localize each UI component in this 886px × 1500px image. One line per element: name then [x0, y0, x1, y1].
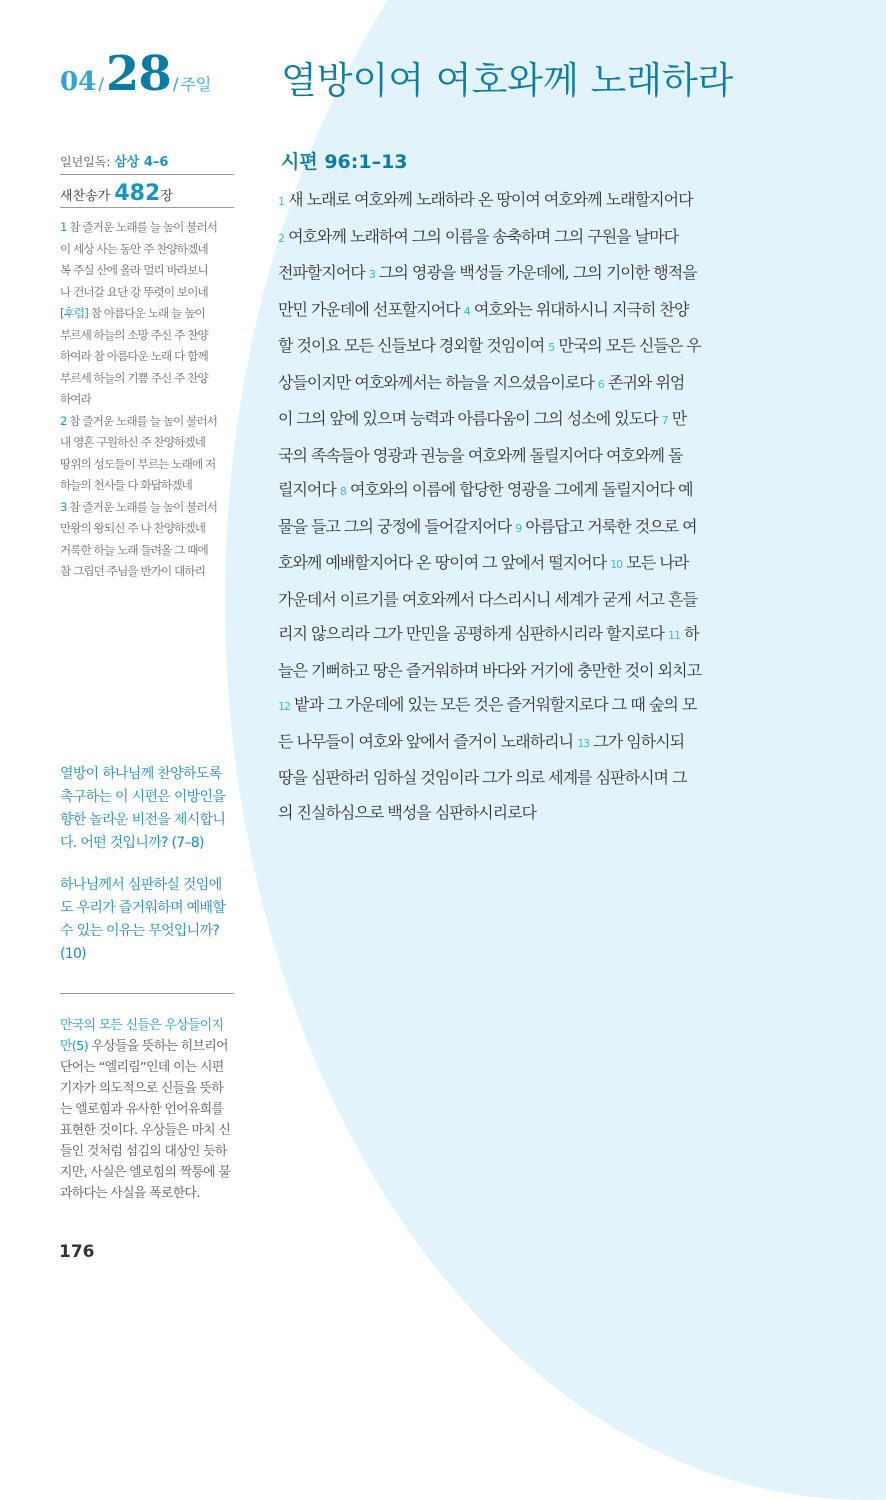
verse-number: 2	[278, 231, 284, 245]
lyric-line	[60, 346, 234, 368]
hymn-heading	[60, 181, 234, 206]
verse-number: 12	[278, 700, 290, 713]
lyric-line	[60, 497, 234, 519]
yearly-reading	[60, 151, 234, 170]
hymn-label: 새찬송가	[60, 189, 111, 204]
scripture-line	[278, 402, 790, 439]
divider	[60, 993, 234, 994]
lyric-line	[60, 411, 234, 433]
date-header	[60, 46, 211, 102]
day: 28	[105, 46, 171, 102]
lyric-text: 참 그립던 주님을 반가이 대하리	[60, 564, 206, 578]
verse-text: 가운데서 이르기를 여호와께서 다스리시니 세계가 굳게 서고 흔들	[278, 589, 697, 609]
scripture-line	[278, 510, 790, 547]
lyric-text: 거룩한 하늘 노래 들려올 그 때에	[60, 542, 208, 557]
scripture-line	[278, 220, 790, 257]
verse-text: 국의 족속들아 영광과 권능을 여호와께 돌릴지어다 여호와께 돌	[278, 445, 683, 465]
lyric-text: 내 영혼 구원하신 주 찬양하겠네	[60, 435, 206, 449]
lyric-text: 부르세 하늘의 소망 주신 주 찬양	[60, 327, 208, 342]
lyric-text: 부르세 하늘의 기쁨 주신 주 찬양	[60, 370, 208, 385]
verse-text: 의 진실하심으로 백성을 심판하시리로다	[278, 802, 537, 822]
scripture-line	[278, 183, 790, 220]
stanza-number: 2	[60, 413, 67, 428]
scripture-line	[278, 725, 790, 762]
lyric-text: 이 세상 사는 동안 주 찬양하겠네	[60, 241, 208, 256]
scripture-line	[278, 617, 790, 654]
verse-text: 물을 들고 그의 궁정에 들어갈지어다	[278, 516, 516, 536]
scripture-text	[278, 183, 790, 830]
verse-number: 1	[278, 195, 284, 208]
verse-text: 새 노래로 여호와께 노래하라 온 땅이여 여호와께 노래할지어다	[284, 190, 693, 209]
verse-text: 릴지어다	[278, 480, 340, 499]
verse-text: 든 나무들이 여호와 앞에서 즐거이 노래하리니	[278, 731, 578, 751]
scripture-line	[278, 473, 790, 510]
lyric-line	[60, 303, 234, 325]
page-title: 열방이여 여호와께 노래하라	[281, 59, 734, 102]
lyric-text: 만왕의 왕되신 주 나 찬양하겠네	[60, 521, 206, 535]
lyric-text: 참 즐거운 노래를 늘 높이 불러서	[69, 220, 218, 234]
scripture-line	[278, 654, 790, 689]
verse-number: 13	[577, 736, 590, 750]
lyric-line	[60, 561, 234, 583]
verse-text: 그가 임하시되	[589, 731, 685, 751]
lyric-text: 참 즐거운 노래를 늘 높이 불러서	[69, 413, 218, 428]
hymn-number: 482	[114, 181, 161, 206]
verse-number: 4	[463, 304, 470, 318]
divider	[60, 174, 234, 175]
lyric-line	[60, 540, 234, 562]
stanza-number: 3	[60, 499, 67, 514]
weekday: 주일	[180, 75, 212, 94]
verse-text: 하	[680, 624, 699, 643]
scripture-line	[278, 796, 790, 831]
verse-text: 리지 않으리라 그가 만민을 공평하게 심판하시리라 할지로다	[278, 624, 669, 643]
lyric-line	[60, 432, 234, 454]
yearly-reading-value: 삼상 4–6	[114, 155, 169, 170]
verse-text: 여호와께 노래하여 그의 이름을 송축하며 그의 구원을 날마다	[284, 226, 679, 246]
scripture-line	[278, 546, 790, 583]
scripture-line	[278, 439, 790, 474]
scripture-line	[278, 293, 790, 330]
lyric-text: 나 건너갈 요단 강 뚜렷이 보이네	[60, 284, 208, 299]
lyric-text: 하여라	[60, 392, 91, 406]
verse-text: 만민 가운데에 선포할지어다	[278, 299, 464, 319]
verse-text: 여호와의 이름에 합당한 영광을 그에게 돌릴지어다 예	[345, 480, 693, 499]
stanza-number: 1	[60, 220, 67, 234]
verse-number: 7	[661, 414, 668, 427]
note-heading: 만국의 모든 신들은 우상들이지만(5)	[60, 1018, 224, 1054]
verse-text: 여호와는 위대하시니 지극히 찬양	[469, 299, 689, 319]
lyric-text: 하여라 참 아름다운 노래 다 함께	[60, 349, 208, 363]
refrain-label: [후렴]	[60, 306, 88, 320]
verse-number: 11	[668, 629, 681, 642]
scripture-reference: 시편 96:1–13	[281, 151, 408, 173]
verse-number: 8	[339, 485, 346, 498]
hymn-suffix: 장	[160, 189, 173, 204]
verse-text: 모든 나라	[622, 553, 689, 572]
lyric-line	[60, 217, 234, 239]
verse-text: 밭과 그 가운데에 있는 모든 것은 즐거워할지로다 그 때 숲의 모	[290, 695, 697, 714]
date-separator: /	[98, 75, 104, 95]
verse-number: 10	[610, 558, 623, 571]
question: 하나님께서 심판하실 것임에도 우리가 즐거워하며 예배할 수 있는 이유는 무엇입니까? (10)	[60, 877, 226, 962]
lyric-line	[60, 389, 234, 411]
verse-number: 6	[597, 377, 604, 391]
lyric-text: 하늘의 천사들 다 화답하겠네	[60, 478, 192, 492]
verse-text: 이 그의 앞에 있으며 능력과 아름다움이 그의 성소에 있도다	[278, 409, 662, 428]
lyric-text: 복 주실 산에 올라 멀리 바라보니	[60, 263, 208, 277]
lyric-line	[60, 518, 234, 540]
verse-text: 그의 영광을 백성들 가운데에, 그의 기이한 행적을	[374, 263, 697, 282]
verse-text: 상들이지만 여호와께서는 하늘을 지으셨음이로다	[278, 372, 598, 392]
divider	[60, 207, 234, 208]
scripture-line	[278, 256, 790, 293]
lyric-line	[60, 475, 234, 497]
verse-text: 존귀와 위엄	[603, 372, 685, 392]
yearly-reading-label: 일년일독:	[60, 155, 111, 169]
verse-text: 늘은 기뻐하고 땅은 즐거워하며 바다와 거기에 충만한 것이 외치고	[278, 660, 702, 680]
verse-text: 전파할지어다	[278, 263, 369, 282]
scripture-line	[278, 366, 790, 403]
hymn-lyrics	[60, 217, 234, 583]
scripture-line	[278, 688, 790, 725]
verse-text: 만국의 모든 신들은 우	[554, 336, 701, 355]
lyric-line	[60, 282, 234, 304]
verse-text: 호와께 예배할지어다 온 땅이여 그 앞에서 떨지어다	[278, 553, 611, 572]
date-separator: /	[172, 75, 179, 95]
lyric-line	[60, 239, 234, 261]
verse-number: 3	[368, 268, 375, 281]
verse-text: 할 것이요 모든 신들보다 경외할 것임이여	[278, 336, 549, 355]
scripture-line	[278, 583, 790, 618]
month: 04	[60, 67, 97, 97]
note-body: 우상들을 뜻하는 히브리어 단어는 “엘리림”인데 이는 시편 기자가 의도적으로 신들을 뜻하는 엘로힘과 유사한 언어유희를 표현한 것이다. 우상들은 마치 신들인 것처럼 섬김의 대상인 듯하지만, 사실은 엘로힘의 짝퉁에 불과하다는 사실을 폭로한다.	[60, 1039, 231, 1201]
question: 열방이 하나님께 찬양하도록 촉구하는 이 시편은 이방인을 향한 놀라운 비전을 제시합니다. 어떤 것입니까? (7–8)	[60, 766, 226, 851]
verse-text: 만	[667, 409, 687, 428]
verse-number: 5	[548, 341, 555, 354]
scripture-line	[278, 761, 790, 796]
lyric-line	[60, 325, 234, 347]
lyric-text: 참 아름다운 노래 늘 높이	[90, 306, 205, 320]
lyric-line	[60, 260, 234, 282]
scripture-line	[278, 329, 790, 366]
verse-number: 9	[515, 521, 522, 535]
lyric-text: 참 즐거운 노래를 늘 높이 불러서	[69, 499, 218, 514]
lyric-line	[60, 454, 234, 476]
page-number: 176	[59, 1242, 95, 1262]
lyric-text: 땅위의 성도들이 부르는 노래에 저	[60, 456, 216, 471]
verse-text: 아름답고 거룩한 것으로 여	[521, 516, 697, 536]
lyric-line	[60, 368, 234, 390]
verse-text: 땅을 심판하러 임하실 것임이라 그가 의로 세계를 심판하시며 그	[278, 768, 687, 787]
commentary-note	[60, 1015, 234, 1204]
